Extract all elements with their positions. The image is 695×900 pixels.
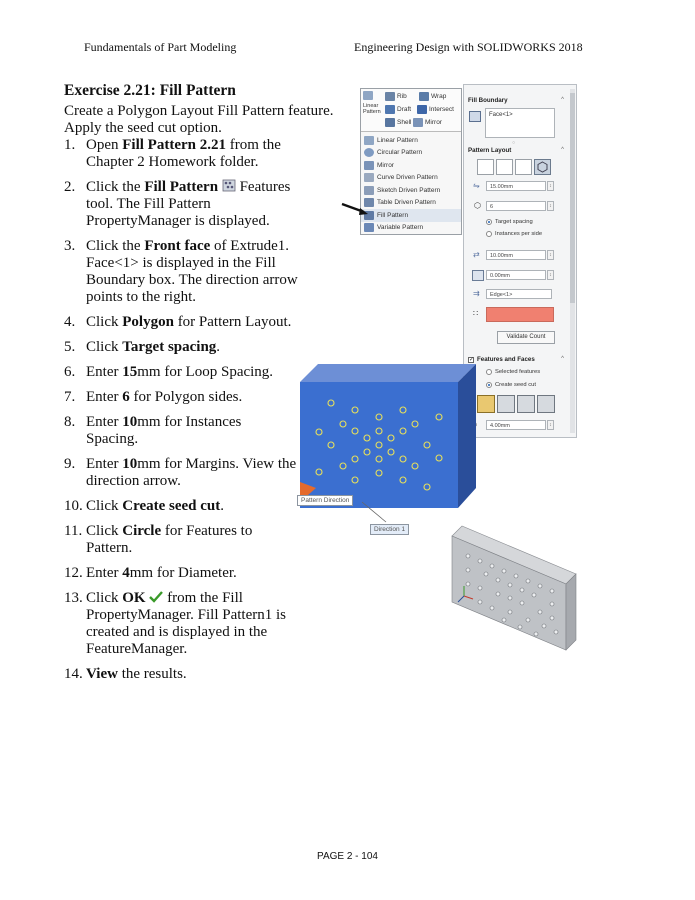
rib-icon xyxy=(385,92,395,101)
features-ribbon-menu xyxy=(360,88,462,235)
plate-side-face xyxy=(458,364,476,508)
checkmark-icon xyxy=(149,591,163,603)
instance-spacing-icon: ⇄ xyxy=(473,250,480,259)
scrollbar-thumb[interactable] xyxy=(570,93,575,303)
plate-top-face xyxy=(300,364,476,382)
step-item: 9. Enter 10mm for Margins. View the direction arrow. xyxy=(64,456,297,489)
mirror-icon xyxy=(364,161,374,170)
fill-boundary-selection-box[interactable] xyxy=(485,108,555,138)
intro-text: Create a Polygon Layout Fill Pattern feature. Apply the seed cut option. xyxy=(64,103,334,136)
radio-dot xyxy=(486,369,492,375)
circular-layout-button[interactable] xyxy=(496,159,513,175)
shell-button[interactable]: Shell xyxy=(385,118,411,127)
shell-icon xyxy=(385,118,395,127)
features-and-faces-header[interactable]: Features and Faces xyxy=(477,356,535,363)
plate-model-view[interactable] xyxy=(296,362,478,512)
square-layout-button[interactable] xyxy=(515,159,532,175)
step-item: 8. Enter 10mm for Instances Spacing. xyxy=(64,414,242,447)
target-spacing-radio[interactable]: Target spacing xyxy=(486,219,533,225)
linear-pattern-icon xyxy=(363,91,373,100)
draft-icon xyxy=(385,105,395,114)
polygon-seed-button[interactable] xyxy=(537,395,555,413)
margin-icon xyxy=(472,270,484,281)
count-icon: ∷ xyxy=(473,309,479,318)
create-seed-cut-radio[interactable]: Create seed cut xyxy=(486,382,536,388)
step-item: 12. Enter 4mm for Diameter. xyxy=(64,565,237,581)
splitter-handle[interactable]: ○ xyxy=(512,140,516,146)
margin-input[interactable]: 0.00mm xyxy=(486,270,546,280)
validate-count-button[interactable]: Validate Count xyxy=(497,331,555,344)
mirror-button[interactable]: Mirror xyxy=(413,118,442,127)
plate-front-face[interactable] xyxy=(300,382,458,508)
page-number: PAGE 2 - 104 xyxy=(317,851,378,862)
circle-seed-button[interactable] xyxy=(477,395,495,413)
face-selection-icon xyxy=(469,111,481,122)
margin-stepper[interactable]: ↕ xyxy=(547,270,554,280)
square-seed-button[interactable] xyxy=(497,395,515,413)
collapse-caret-icon[interactable]: ^ xyxy=(561,356,564,362)
features-faces-checkbox[interactable]: ✓ xyxy=(469,357,475,363)
loop-spacing-input[interactable]: 15.00mm xyxy=(486,181,546,191)
diameter-input[interactable]: 4.00mm xyxy=(486,420,546,430)
instances-per-side-radio[interactable]: Instances per side xyxy=(486,231,542,237)
menu-item-mirror[interactable]: Mirror xyxy=(361,159,461,172)
instance-spacing-stepper[interactable]: ↕ xyxy=(547,250,554,260)
step-item: 13. Click OK from the Fill PropertyManager. Fill Pattern1 is created and is displayed in the FeatureManager. xyxy=(64,590,286,657)
mirror-icon xyxy=(413,118,423,127)
circular-pattern-icon xyxy=(364,148,374,157)
menu-item-table-driven-pattern[interactable]: Table Driven Pattern xyxy=(361,197,461,210)
step-item: 11. Click Circle for Features to Pattern. xyxy=(64,523,253,556)
loop-spacing-icon: ⇋ xyxy=(473,181,480,190)
perforation-layout-button[interactable] xyxy=(477,159,494,175)
menu-item-linear-pattern[interactable]: Linear Pattern xyxy=(361,134,461,147)
step-item: 4. Click Polygon for Pattern Layout. xyxy=(64,314,292,330)
polygon-icon xyxy=(535,160,550,174)
fill-pattern-property-manager xyxy=(463,84,577,438)
intersect-icon xyxy=(417,105,427,114)
pattern-menu xyxy=(361,132,461,234)
diameter-stepper[interactable]: ↕ xyxy=(547,420,554,430)
step-item: 5. Click Target spacing. xyxy=(64,339,221,355)
wrap-button[interactable]: Wrap xyxy=(419,92,446,101)
polygon-layout-button[interactable] xyxy=(534,159,551,175)
ribbon-toolbar xyxy=(361,89,461,132)
step-list xyxy=(64,137,314,691)
intersect-button[interactable]: Intersect xyxy=(417,105,454,114)
plate-side-face xyxy=(566,574,576,650)
collapse-caret-icon[interactable]: ^ xyxy=(561,147,564,153)
exercise-title: Exercise 2.21: Fill Pattern xyxy=(64,82,236,99)
polygon-sides-icon: ⬡ xyxy=(474,201,481,210)
direction-selection-input[interactable]: Edge<1> xyxy=(486,289,552,299)
step-item: 14. View the results. xyxy=(64,666,187,682)
collapse-caret-icon[interactable]: ^ xyxy=(561,97,564,103)
menu-item-variable-pattern[interactable]: Variable Pattern xyxy=(361,222,461,235)
direction1-callout: Direction 1 xyxy=(370,524,409,535)
variable-pattern-icon xyxy=(364,223,374,232)
draft-button[interactable]: Draft xyxy=(385,105,411,114)
pointer-arrow-icon xyxy=(340,200,370,220)
radio-dot xyxy=(486,231,492,237)
instance-count-display xyxy=(486,307,554,322)
selected-features-radio[interactable]: Selected features xyxy=(486,369,540,375)
step-item: 10. Click Create seed cut. xyxy=(64,498,225,514)
header-right: Engineering Design with SOLIDWORKS 2018 xyxy=(354,40,583,54)
pattern-direction-icon: ⇉ xyxy=(473,289,480,298)
callout-leader-line xyxy=(360,500,390,525)
face-value: Face<1> xyxy=(489,112,513,118)
linear-pattern-icon xyxy=(364,136,374,145)
menu-item-curve-driven-pattern[interactable]: Curve Driven Pattern xyxy=(361,172,461,185)
radio-dot xyxy=(486,382,492,388)
step-item: 7. Enter 6 for Polygon sides. xyxy=(64,389,243,405)
finished-plate-view[interactable] xyxy=(448,524,584,652)
polygon-sides-stepper[interactable]: ↕ xyxy=(547,201,554,211)
linear-pattern-label[interactable]: Linear Pattern xyxy=(363,103,381,115)
linear-pattern-button[interactable] xyxy=(363,91,373,100)
sketch-driven-pattern-icon xyxy=(364,186,374,195)
step-item: 6. Enter 15mm for Loop Spacing. xyxy=(64,364,274,380)
radio-dot xyxy=(486,219,492,225)
loop-spacing-stepper[interactable]: ↕ xyxy=(547,181,554,191)
menu-item-sketch-driven-pattern[interactable]: Sketch Driven Pattern xyxy=(361,184,461,197)
scrollbar[interactable] xyxy=(570,89,575,433)
header-left: Fundamentals of Part Modeling xyxy=(84,40,237,54)
wrap-icon xyxy=(419,92,429,101)
step-item: 2. Click the Fill Pattern Features tool. The Fill Pattern PropertyManager is displayed. xyxy=(64,179,291,229)
menu-item-circular-pattern[interactable]: Circular Pattern xyxy=(361,147,461,160)
instance-spacing-input[interactable]: 10.00mm xyxy=(486,250,546,260)
step-item: 3. Click the Front face of Extrude1. Face<1> is displayed in the Fill Boundary box. The direction arrow points to the right. xyxy=(64,238,298,305)
diamond-seed-button[interactable] xyxy=(517,395,535,413)
rib-button[interactable]: Rib xyxy=(385,92,407,101)
polygon-sides-input[interactable]: 6 xyxy=(486,201,546,211)
pattern-direction-callout: Pattern Direction xyxy=(297,495,353,506)
menu-item-fill-pattern[interactable]: Fill Pattern xyxy=(361,209,461,222)
pattern-layout-header[interactable]: Pattern Layout xyxy=(468,147,512,154)
curve-driven-pattern-icon xyxy=(364,173,374,182)
step-item: 1. Open Fill Pattern 2.21 from the Chapter 2 Homework folder. xyxy=(64,137,281,170)
fill-boundary-header[interactable]: Fill Boundary xyxy=(468,97,508,104)
fill-pattern-icon xyxy=(222,179,236,192)
